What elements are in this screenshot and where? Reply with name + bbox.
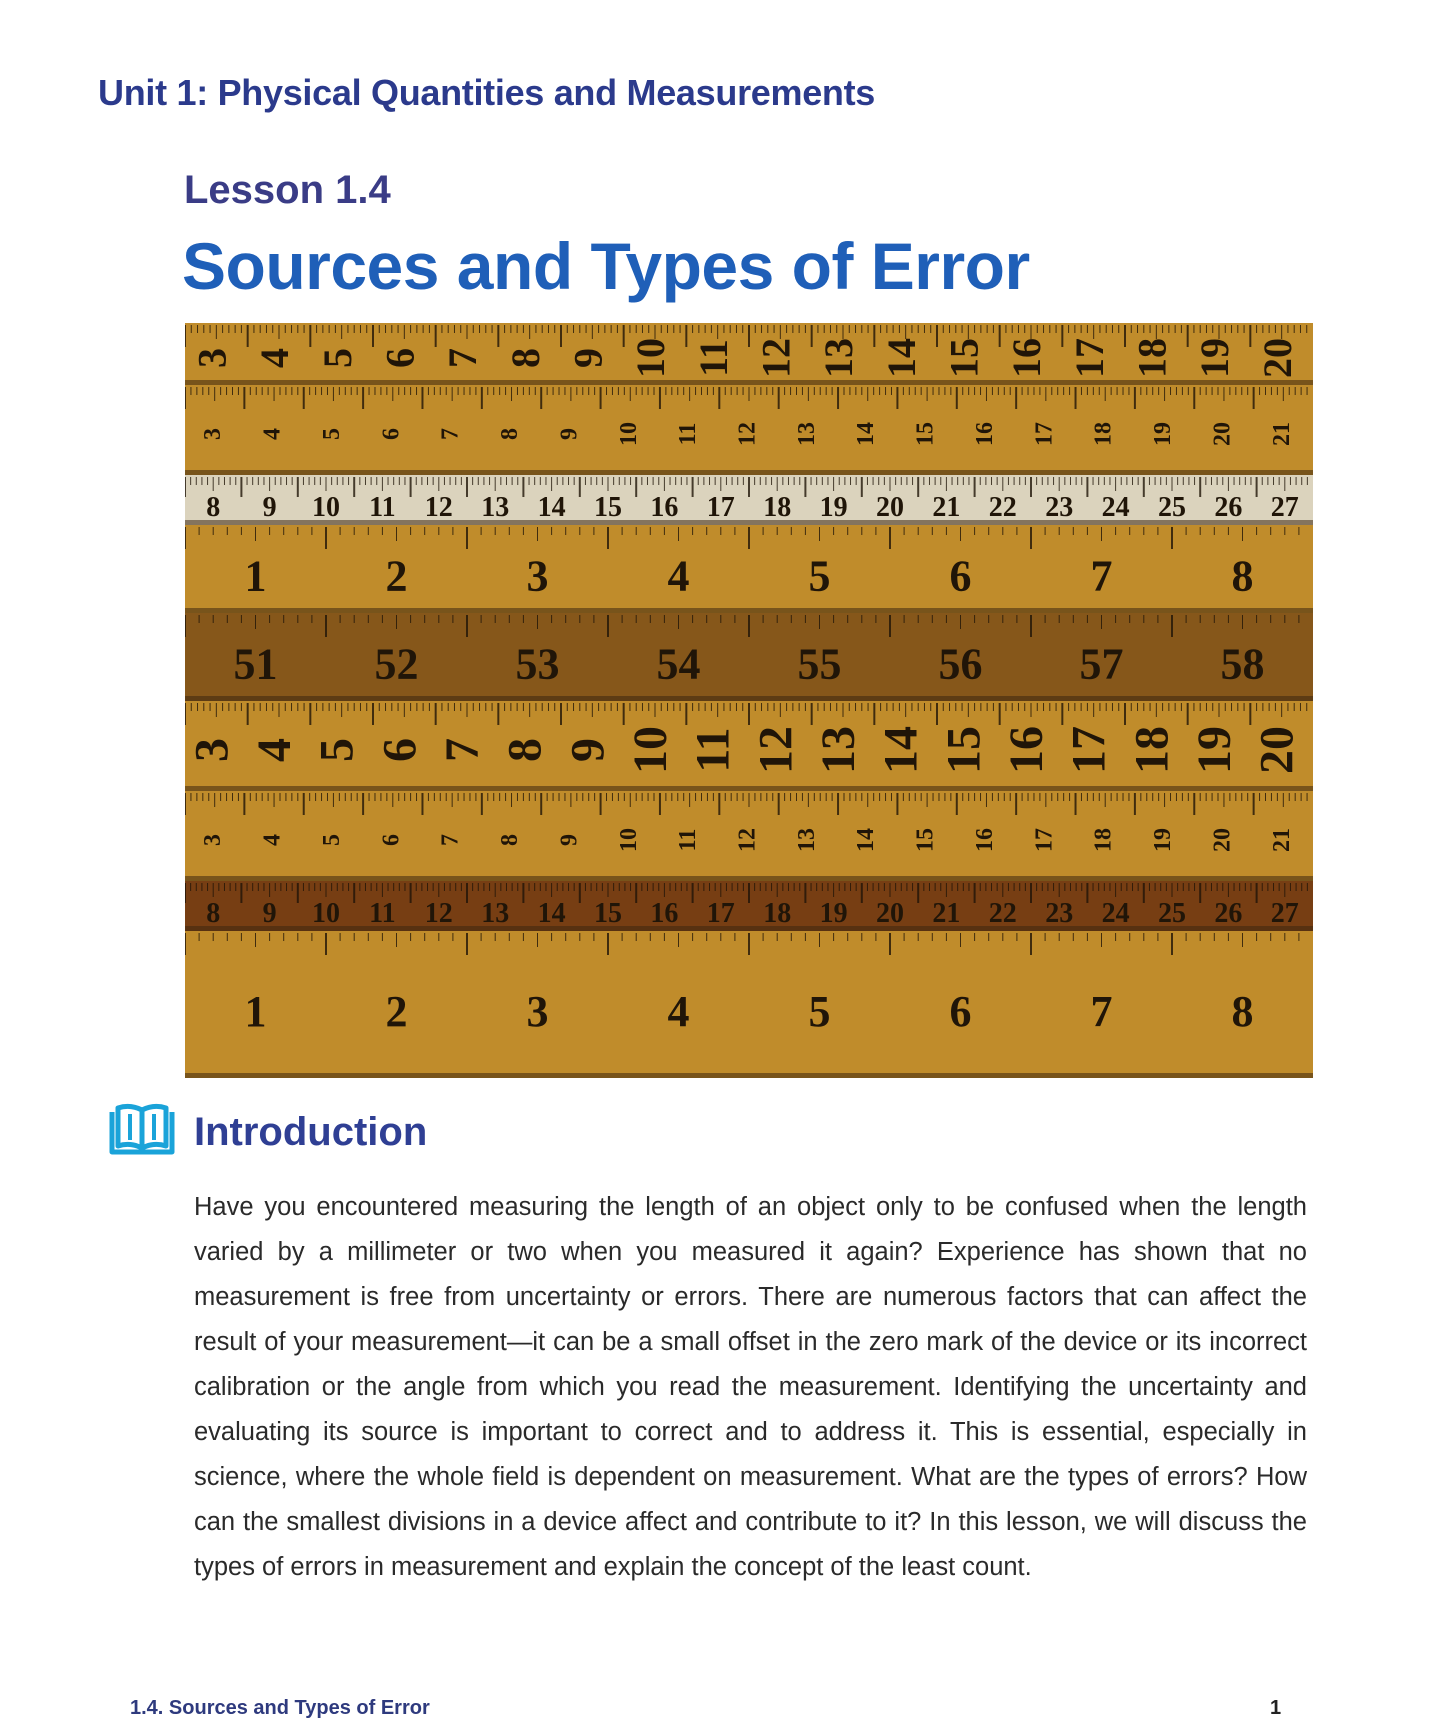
ruler-number: 51 — [233, 639, 278, 689]
ruler-number: 19 — [1150, 422, 1177, 446]
ruler-number: 12 — [749, 726, 803, 774]
ruler-number: 12 — [734, 828, 761, 852]
ruler-number: 20 — [876, 897, 904, 929]
ruler-number: 10 — [615, 422, 642, 446]
ruler-number: 14 — [874, 726, 928, 774]
lesson-number: Lesson 1.4 — [184, 168, 391, 212]
ruler-number: 12 — [753, 338, 799, 378]
ruler-number: 13 — [793, 422, 820, 446]
ruler-number: 6 — [373, 738, 427, 762]
ruler-number: 56 — [938, 639, 983, 689]
rulers-photo — [185, 323, 1313, 1078]
ruler-number: 17 — [1031, 828, 1058, 852]
ruler-number: 8 — [497, 428, 524, 440]
ruler-number: 12 — [424, 897, 453, 929]
footer-title: 1.4. Sources and Types of Error — [130, 1697, 430, 1719]
ruler-number: 5 — [808, 986, 831, 1036]
open-book-icon — [108, 1102, 176, 1158]
ruler-number: 13 — [793, 828, 820, 852]
ruler-number: 7 — [437, 834, 464, 846]
ruler-number: 24 — [1101, 897, 1130, 929]
ruler-number: 22 — [988, 897, 1017, 929]
ruler-number: 4 — [259, 428, 286, 440]
ruler-number: 17 — [1066, 338, 1112, 378]
ruler-number: 25 — [1158, 897, 1186, 929]
ruler-number: 16 — [1000, 726, 1054, 774]
ruler-number: 12 — [424, 491, 453, 523]
ruler-number: 20 — [1250, 726, 1304, 774]
ruler-number: 8 — [206, 897, 221, 929]
page-number: 1 — [1270, 1697, 1282, 1719]
ruler-number: 52 — [374, 639, 419, 689]
ruler-number: 18 — [1090, 828, 1117, 852]
ruler-number: 10 — [312, 491, 340, 523]
ruler-number: 10 — [628, 338, 674, 378]
ruler-number: 7 — [440, 348, 486, 368]
ruler-number: 19 — [1150, 828, 1177, 852]
ruler-number: 19 — [1188, 726, 1242, 774]
introduction-heading: Introduction — [194, 1110, 428, 1154]
ruler-number: 6 — [949, 986, 972, 1036]
ruler-number: 27 — [1270, 491, 1299, 523]
ruler-number: 2 — [385, 551, 408, 601]
ruler-number: 4 — [667, 551, 690, 601]
unit-heading: Unit 1: Physical Quantities and Measurements — [98, 72, 876, 113]
ruler-number: 15 — [941, 338, 987, 378]
ruler-number: 54 — [656, 639, 701, 689]
ruler-number: 3 — [200, 428, 227, 440]
ruler-number: 1 — [244, 551, 267, 601]
ruler-number: 4 — [252, 348, 298, 368]
ruler-number: 6 — [378, 834, 405, 846]
ruler-number: 3 — [200, 834, 227, 846]
ruler-number: 5 — [808, 551, 831, 601]
ruler-number: 20 — [1209, 828, 1236, 852]
ruler-number: 15 — [912, 422, 939, 446]
ruler-number: 8 — [498, 738, 552, 762]
ruler-number: 1 — [244, 986, 267, 1036]
lesson-title: Sources and Types of Error — [182, 229, 1030, 303]
ruler-number: 14 — [537, 897, 566, 929]
ruler-number: 20 — [876, 491, 904, 523]
ruler-number: 17 — [706, 897, 735, 929]
ruler-number: 4 — [259, 834, 286, 846]
ruler-number: 3 — [526, 551, 549, 601]
ruler-number: 11 — [686, 727, 740, 773]
ruler-number: 10 — [615, 828, 642, 852]
ruler-number: 11 — [690, 339, 736, 377]
ruler-number: 21 — [932, 491, 961, 523]
ruler-number: 2 — [385, 986, 408, 1036]
ruler-number: 13 — [816, 338, 862, 378]
ruler-number: 21 — [1268, 422, 1295, 446]
ruler-number: 14 — [537, 491, 566, 523]
ruler-number: 11 — [369, 491, 396, 523]
ruler-number: 13 — [812, 726, 866, 774]
photo-tint — [185, 323, 1313, 1078]
ruler-number: 14 — [853, 828, 880, 852]
ruler-number: 7 — [436, 738, 490, 762]
ruler-number: 8 — [1231, 551, 1254, 601]
ruler-number: 16 — [971, 422, 998, 446]
ruler-number: 17 — [706, 491, 735, 523]
ruler-number: 14 — [878, 338, 924, 378]
ruler-number: 15 — [937, 726, 991, 774]
ruler-number: 4 — [667, 986, 690, 1036]
ruler-number: 13 — [481, 491, 510, 523]
ruler-number: 24 — [1101, 491, 1130, 523]
ruler-number: 18 — [763, 897, 792, 929]
ruler-number: 18 — [1125, 726, 1179, 774]
ruler-number: 55 — [797, 639, 842, 689]
ruler-number: 13 — [481, 897, 510, 929]
ruler-number: 53 — [515, 639, 560, 689]
ruler-number: 3 — [185, 738, 239, 762]
ruler-number: 58 — [1220, 639, 1265, 689]
ruler-number: 18 — [1090, 422, 1117, 446]
ruler-number: 6 — [378, 428, 405, 440]
ruler-number: 57 — [1079, 639, 1124, 689]
introduction-body: Have you encountered measuring the length of an object only to be confused when the length varied by a millimeter or two when you measured it again? Experience has shown that no measurement is free from uncertainty or errors. There are numerous factors that can affect the result of your measurement—it can be a small offset in the zero mark of the device or its incorrect calibration or the angle from which you read the measurement. Identifying the uncertainty and evaluating its source is important to correct and to address it. This is essential, especially in science, where the whole field is dependent on measurement. What are the types of errors? How can the smallest divisions in a device affect and contribute to it? In this lesson, we will discuss the types of errors in measurement and explain the concept of the least count. — [194, 1193, 1307, 1581]
ruler-number: 25 — [1158, 491, 1186, 523]
ruler-number: 5 — [318, 834, 345, 846]
ruler-number: 8 — [206, 491, 221, 523]
ruler-number: 21 — [932, 897, 961, 929]
ruler-number: 23 — [1045, 897, 1074, 929]
ruler-number: 11 — [675, 828, 702, 852]
ruler-number: 12 — [734, 422, 761, 446]
ruler-number: 16 — [650, 897, 679, 929]
ruler-number: 15 — [594, 491, 622, 523]
ruler-number: 5 — [318, 428, 345, 440]
ruler-number: 5 — [314, 348, 360, 368]
ruler-number: 26 — [1214, 491, 1243, 523]
ruler-number: 8 — [502, 348, 548, 368]
ruler-number: 3 — [189, 348, 235, 368]
ruler-number: 9 — [262, 491, 277, 523]
ruler-number: 22 — [988, 491, 1017, 523]
ruler-number: 16 — [1004, 338, 1050, 378]
ruler-number: 6 — [377, 348, 423, 368]
ruler-number: 23 — [1045, 491, 1074, 523]
ruler-number: 10 — [312, 897, 340, 929]
ruler-number: 19 — [819, 897, 848, 929]
ruler-number: 9 — [556, 428, 583, 440]
ruler-number: 3 — [526, 986, 549, 1036]
ruler-number: 17 — [1062, 726, 1116, 774]
ruler-number: 20 — [1209, 422, 1236, 446]
ruler-number: 8 — [497, 834, 524, 846]
ruler-number: 9 — [262, 897, 277, 929]
ruler-number: 10 — [624, 726, 678, 774]
ruler-number: 7 — [1090, 986, 1113, 1036]
ruler-number: 27 — [1270, 897, 1299, 929]
ruler-number: 15 — [594, 897, 622, 929]
ruler-number: 8 — [1231, 986, 1254, 1036]
ruler-number: 26 — [1214, 897, 1243, 929]
ruler-number: 9 — [565, 348, 611, 368]
ruler-number: 21 — [1268, 828, 1295, 852]
ruler-number: 16 — [650, 491, 679, 523]
ruler-number: 9 — [556, 834, 583, 846]
ruler-number: 19 — [1192, 338, 1238, 378]
ruler-number: 5 — [310, 738, 364, 762]
ruler-number: 11 — [675, 422, 702, 446]
ruler-number: 18 — [763, 491, 792, 523]
ruler-number: 16 — [971, 828, 998, 852]
ruler-number: 4 — [248, 738, 302, 762]
ruler-number: 11 — [369, 897, 396, 929]
ruler-number: 20 — [1254, 338, 1300, 378]
ruler-number: 15 — [912, 828, 939, 852]
ruler-number: 19 — [819, 491, 848, 523]
ruler-number: 7 — [1090, 551, 1113, 601]
ruler-number: 17 — [1031, 422, 1058, 446]
ruler-number: 9 — [561, 738, 615, 762]
ruler-number: 18 — [1129, 338, 1175, 378]
ruler-number: 6 — [949, 551, 972, 601]
ruler-number: 7 — [437, 428, 464, 440]
ruler-number: 14 — [853, 422, 880, 446]
